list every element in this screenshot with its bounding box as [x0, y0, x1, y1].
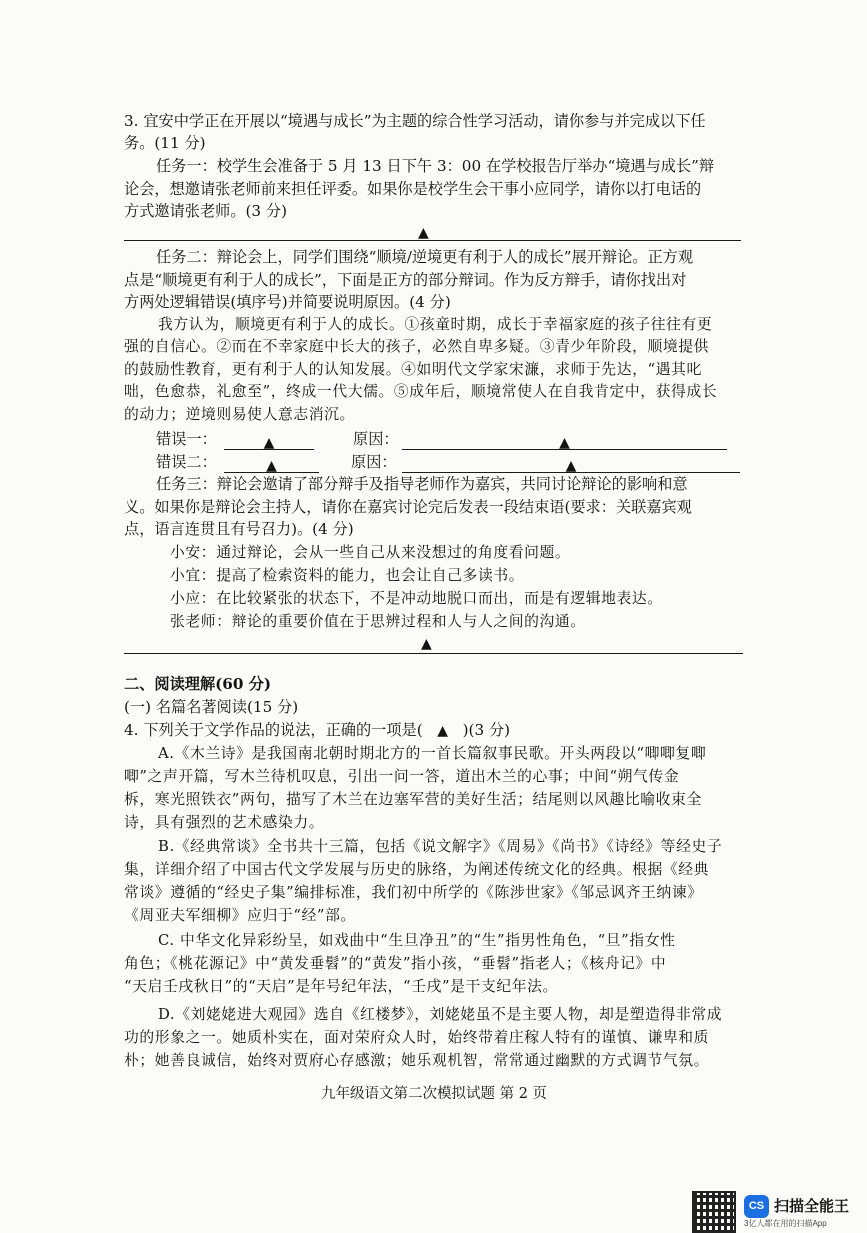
task3-line1: 任务三：辩论会邀请了部分辩手及指导老师作为嘉宾，共同讨论辩论的影响和意 — [156, 475, 688, 493]
option-d-line3: 朴；她善良诚信，始终对贾府心存感激；她乐观机智，常常通过幽默的方式调节气氛。 — [124, 1052, 710, 1069]
option-a-line3: 柝，寒光照铁衣”两句，描写了木兰在边塞军营的美好生活；结尾则以风趣比喻收束全 — [124, 791, 702, 808]
debate-line4: 咄，色愈恭，礼愈至”，终成一代大儒。⑤成年后，顺境常使人在自我肯定中，获得成长 — [124, 383, 718, 400]
option-b-line3: 常谈》遵循的“经史子集”编排标准，我们初中所学的《陈涉世家》《邹忌讽齐王纳谏》 — [124, 884, 703, 901]
camscanner-tagline: 3亿人都在用的扫描App — [744, 1219, 827, 1228]
error1-blank — [224, 428, 314, 450]
task3-line2: 义。如果你是辩论会主持人，请你在嘉宾讨论完后发表一段结束语(要求：关联嘉宾观 — [124, 498, 692, 516]
error2-label: 错误二： — [156, 453, 217, 471]
task1-line2: 论会，想邀请张老师前来担任评委。如果你是校学生会干事小应同学，请你以打电话的 — [124, 180, 702, 198]
q3-line2: 务。(11 分) — [124, 134, 206, 152]
guest-xiaoyi: 小宜：提高了检索资料的能力，也会让自己多读书。 — [170, 567, 525, 584]
answer-mark-task3: ▲ — [421, 636, 432, 652]
task1-line3: 方式邀请张老师。(3 分) — [124, 202, 288, 220]
answer-line-task1 — [124, 240, 741, 241]
guest-xiaoan: 小安：通过辩论，会从一些自己从来没想过的角度看问题。 — [170, 544, 571, 561]
option-d-line1: D.《刘姥姥进大观园》选自《红楼梦》，刘姥姥虽不是主要人物，却是塑造得非常成 — [158, 1006, 723, 1023]
reason1-blank — [402, 428, 727, 450]
camscanner-logo: CS — [744, 1195, 769, 1218]
q4-stem — [124, 719, 510, 742]
debate-line2: 强的自信心。②而在不幸家庭中长大的孩子，必然自卑多疑。③青少年阶段，顺境提供 — [124, 338, 710, 355]
section2-sub1: (一) 名篇名著阅读(15 分) — [124, 698, 299, 716]
task2-line1: 任务二：辩论会上，同学们围绕“顺境/逆境更有利于人的成长”展开辩论。正方观 — [156, 248, 694, 266]
reason2-label: 原因： — [351, 453, 397, 471]
option-a-line2: 唧”之声开篇，写木兰待机叹息，引出一问一答，道出木兰的心事；中间“朔气传金 — [124, 768, 680, 785]
option-b-line2: 集，详细介绍了中国古代文学发展与历史的脉络，为阐述传统文化的经典。根据《经典 — [124, 861, 710, 878]
q3-line1: 3. 宜安中学正在开展以“境遇与成长”为主题的综合性学习活动，请你参与并完成以下任 — [124, 112, 706, 130]
debate-line3: 的鼓励性教育，更有利于人的认知发展。④如明代文学家宋濂，求师于先达，“遇其叱 — [124, 361, 702, 378]
option-a-line4: 诗，具有强烈的艺术感染力。 — [124, 814, 325, 831]
task3-line3: 点，语言连贯且有号召力)。(4 分) — [124, 520, 354, 538]
error1-label: 错误一： — [156, 430, 217, 448]
option-b-line1: B.《经典常谈》全书共十三篇，包括《说文解字》《周易》《尚书》《诗经》等经史子 — [158, 838, 723, 855]
task2-line2: 点是“顺境更有利于人的成长”，下面是正方的部分辩词。作为反方辩手，请你找出对 — [124, 271, 687, 289]
option-d-line2: 功的形象之一。她质朴实在，面对荣府众人时，始终带着庄稼人特有的谨慎、谦卑和质 — [124, 1029, 710, 1046]
option-a-line1: A.《木兰诗》是我国南北朝时期北方的一首长篇叙事民歌。开头两段以“唧唧复唧 — [158, 745, 707, 762]
option-c-line1: C. 中华文化异彩纷呈，如戏曲中“生旦净丑”的“生”指男性角色，“旦”指女性 — [158, 932, 676, 949]
guest-xiaoying: 小应：在比较紧张的状态下，不是冲动地脱口而出，而是有逻辑地表达。 — [170, 590, 663, 607]
guest-teacher-zhang: 张老师：辩论的重要价值在于思辨过程和人与人之间的沟通。 — [170, 613, 586, 630]
section2-title: 二、阅读理解(60 分) — [124, 675, 272, 693]
answer-mark-task1: ▲ — [418, 225, 429, 241]
qr-code-icon — [694, 1193, 734, 1233]
q4-stem-b: )(3 分) — [462, 721, 511, 739]
option-c-line3: “天启壬戌秋日”的“天启”是年号纪年法，“壬戌”是干支纪年法。 — [124, 978, 558, 995]
debate-line5: 的动力；逆境则易使人意志消沉。 — [124, 406, 355, 423]
debate-line1: 我方认为，顺境更有利于人的成长。①孩童时期，成长于幸福家庭的孩子往往有更 — [158, 316, 713, 333]
option-b-line4: 《周亚夫军细柳》应归于“经”部。 — [124, 907, 356, 924]
reason2-blank — [402, 451, 740, 473]
camscanner-name: 扫描全能王 — [774, 1198, 850, 1215]
option-c-line2: 角色；《桃花源记》中“黄发垂髫”的“黄发”指小孩，“垂髫”指老人；《核舟记》中 — [124, 955, 667, 972]
answer-mark-reason2: ▲ — [565, 458, 577, 474]
reason1-label: 原因： — [353, 430, 399, 448]
answer-mark-q4: ▲ — [437, 723, 449, 739]
page-footer: 九年级语文第二次模拟试题 第 2 页 — [321, 1086, 548, 1102]
answer-mark-error1: ▲ — [263, 435, 275, 451]
error2-blank — [224, 451, 319, 473]
answer-line-task3 — [124, 653, 743, 654]
answer-mark-reason1: ▲ — [559, 435, 570, 451]
task1-line1: 任务一：校学生会准备于 5 月 13 日下午 3：00 在学校报告厅举办“境遇与成长”辩 — [156, 157, 715, 175]
task2-line3: 方两处逻辑错误(填序号)并简要说明原因。(4 分) — [124, 293, 451, 311]
q4-stem-a: 4. 下列关于文学作品的说法，正确的一项是( — [124, 721, 423, 739]
answer-mark-error2: ▲ — [266, 458, 277, 474]
